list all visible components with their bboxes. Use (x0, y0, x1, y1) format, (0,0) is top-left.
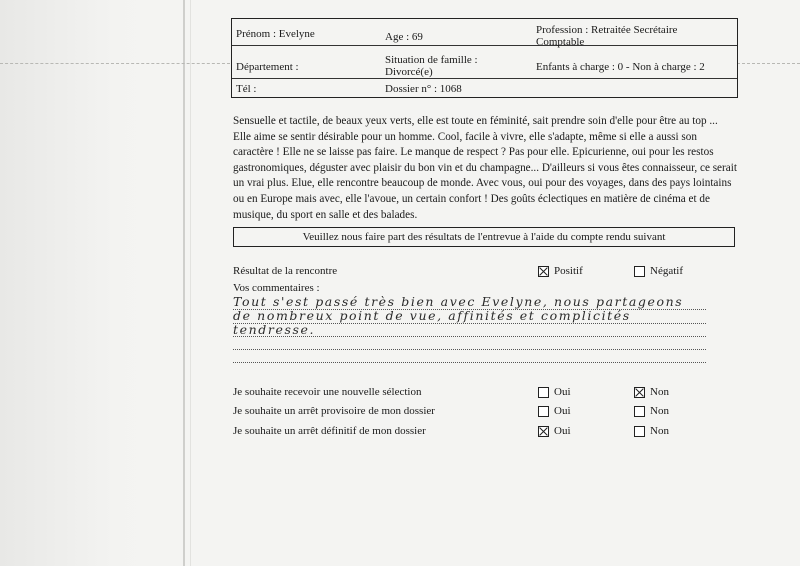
option-definitive-stop: Je souhaite un arrêt définitif de mon dossier (233, 425, 426, 437)
comments-label: Vos commentaires : (233, 282, 320, 294)
age: Age : 69 (385, 31, 423, 43)
handwritten-comment-line: de nombreux point de vue, affinités et complicités (233, 309, 631, 323)
option-definitive-stop-non[interactable] (634, 425, 669, 438)
page-fold (183, 0, 185, 566)
page-fold-shadow (190, 0, 191, 566)
non-label: Non (650, 386, 669, 398)
negative-label: Négatif (650, 265, 683, 277)
handwritten-comment-line: tendresse. (233, 323, 316, 337)
positive-option[interactable] (538, 265, 583, 278)
oui-label: Oui (554, 386, 571, 398)
non-checkbox[interactable] (634, 387, 645, 398)
option-new-selection-oui[interactable] (538, 386, 571, 399)
marital-status: Situation de famille : Divorcé(e) (385, 54, 478, 78)
first-name: Prénom : Evelyne (236, 28, 315, 40)
scan-artifact-line (0, 63, 230, 64)
comment-rule (233, 336, 706, 337)
oui-checkbox[interactable] (538, 387, 549, 398)
oui-label: Oui (554, 405, 571, 417)
non-label: Non (650, 405, 669, 417)
negative-checkbox[interactable] (634, 266, 645, 277)
comment-rule (233, 362, 706, 363)
positive-label: Positif (554, 265, 583, 277)
telephone: Tél : (236, 83, 257, 95)
non-label: Non (650, 425, 669, 437)
option-definitive-stop-oui[interactable] (538, 425, 571, 438)
option-temporary-stop-non[interactable] (634, 405, 669, 418)
profile-description: Sensuelle et tactile, de beaux yeux verts, elle est toute en féminité, sait prendre soin d'elle pour être au top ... Elle aime se sentir désirable pour un homme. Cool, facile à vivre, elle s'adapte, même si elle a aussi son caractère ! Elle ne se laisse pas faire. Le manque de respect ? Pas pour elle. Epicurienne, oui pour les restos gastronomiques, déguster avec plaisir du bon vin et du champagne... D'ailleurs si vous êtes connaisseur, ce serait un vrai plus. Elue, elle rencontre beaucoup de monde. Avec vous, oui pour des voyages, dans des pays lointains ou en Europe mais avec, elle l'avoue, un certain confort ! Des goûts éclectiques en matière de cinéma et de musique, du sport en salle et des balades. (233, 115, 737, 221)
oui-checkbox[interactable] (538, 426, 549, 437)
comment-rule (233, 309, 706, 310)
option-new-selection-non[interactable] (634, 386, 669, 399)
positive-checkbox[interactable] (538, 266, 549, 277)
option-temporary-stop: Je souhaite un arrêt provisoire de mon dossier (233, 405, 435, 417)
left-page-margin (0, 0, 160, 566)
comment-rule (233, 349, 706, 350)
oui-label: Oui (554, 425, 571, 437)
non-checkbox[interactable] (634, 426, 645, 437)
oui-checkbox[interactable] (538, 406, 549, 417)
option-temporary-stop-oui[interactable] (538, 405, 571, 418)
children: Enfants à charge : 0 - Non à charge : 2 (536, 61, 705, 73)
department: Département : (236, 61, 299, 73)
profile-header-box (231, 18, 738, 98)
negative-option[interactable] (634, 265, 683, 278)
profession: Profession : Retraitée Secrétaire Comptable (536, 24, 678, 48)
file-number: Dossier n° : 1068 (385, 83, 462, 95)
handwritten-comment-line: Tout s'est passé très bien avec Evelyne, nous partageons (233, 295, 684, 309)
comment-rule (233, 323, 706, 324)
option-new-selection: Je souhaite recevoir une nouvelle sélection (233, 386, 422, 398)
report-banner: Veuillez nous faire part des résultats de l'entrevue à l'aide du compte rendu suivant (233, 227, 735, 247)
header-divider (232, 78, 737, 79)
scan-artifact-line (737, 63, 800, 64)
non-checkbox[interactable] (634, 406, 645, 417)
result-label: Résultat de la rencontre (233, 265, 338, 277)
